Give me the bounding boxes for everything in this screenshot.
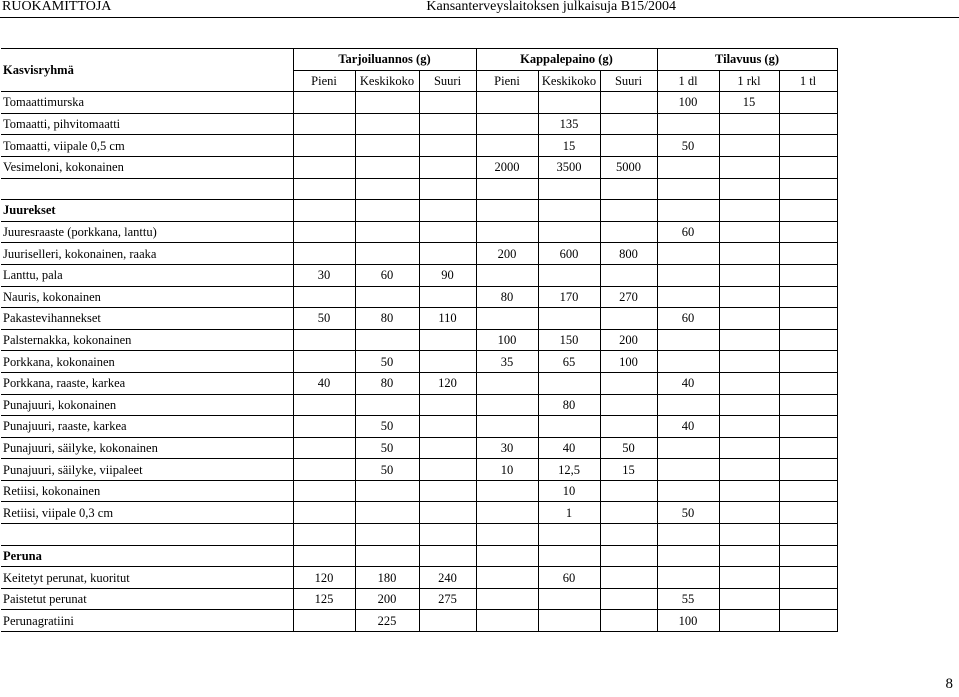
row-label: Perunagratiini (1, 610, 293, 632)
value-cell: 100 (600, 351, 657, 373)
value-cell (600, 372, 657, 394)
table-row (1, 178, 837, 200)
value-cell (355, 329, 419, 351)
value-cell (419, 437, 476, 459)
value-cell (293, 502, 355, 524)
value-cell (419, 329, 476, 351)
value-cell (476, 567, 538, 589)
value-cell (293, 113, 355, 135)
value-cell (476, 416, 538, 438)
table-row (1, 437, 837, 459)
value-cell (419, 502, 476, 524)
value-cell (419, 459, 476, 481)
value-cell (657, 178, 719, 200)
value-cell (600, 92, 657, 114)
value-cell: 10 (476, 459, 538, 481)
table-row (1, 92, 837, 114)
value-cell (293, 351, 355, 373)
value-cell (293, 156, 355, 178)
table-row (1, 156, 837, 178)
value-cell (355, 135, 419, 157)
row-label: Palsternakka, kokonainen (1, 329, 293, 351)
value-cell (779, 243, 837, 265)
value-cell (419, 113, 476, 135)
value-cell (538, 92, 600, 114)
value-cell (538, 416, 600, 438)
value-cell: 200 (355, 588, 419, 610)
value-cell (293, 92, 355, 114)
value-cell: 90 (419, 264, 476, 286)
value-cell (419, 286, 476, 308)
value-cell: 15 (719, 92, 779, 114)
value-cell (538, 610, 600, 632)
value-cell (476, 308, 538, 330)
value-cell (293, 545, 355, 567)
value-cell (719, 351, 779, 373)
value-cell (779, 545, 837, 567)
value-cell: 270 (600, 286, 657, 308)
table-row (1, 329, 837, 351)
value-cell (476, 502, 538, 524)
value-cell (293, 394, 355, 416)
value-cell: 80 (538, 394, 600, 416)
value-cell (355, 502, 419, 524)
value-cell (419, 221, 476, 243)
value-cell: 15 (600, 459, 657, 481)
value-cell: 60 (355, 264, 419, 286)
value-cell (476, 200, 538, 222)
table-row (1, 372, 837, 394)
value-cell: 100 (476, 329, 538, 351)
table-row (1, 113, 837, 135)
value-cell: 100 (657, 610, 719, 632)
table-row (1, 416, 837, 438)
value-cell (719, 264, 779, 286)
value-cell: 50 (355, 416, 419, 438)
value-cell: 1 (538, 502, 600, 524)
value-cell: 120 (419, 372, 476, 394)
value-cell: 40 (293, 372, 355, 394)
value-cell (719, 113, 779, 135)
value-cell (293, 416, 355, 438)
value-cell (538, 308, 600, 330)
value-cell (719, 221, 779, 243)
value-cell (719, 243, 779, 265)
value-cell (600, 308, 657, 330)
table-row (1, 394, 837, 416)
subheader-cell: Keskikoko (538, 70, 600, 92)
value-cell (657, 459, 719, 481)
value-cell (657, 243, 719, 265)
value-cell: 180 (355, 567, 419, 589)
value-cell (419, 480, 476, 502)
value-cell (293, 610, 355, 632)
value-cell (779, 329, 837, 351)
row-label: Tomaattimurska (1, 92, 293, 114)
value-cell (476, 372, 538, 394)
value-cell (419, 524, 476, 546)
value-cell (779, 92, 837, 114)
value-cell (657, 329, 719, 351)
value-cell (719, 610, 779, 632)
value-cell: 80 (355, 372, 419, 394)
value-cell: 55 (657, 588, 719, 610)
group-header-tarjoiluannos: Tarjoiluannos (g) (293, 49, 476, 71)
value-cell (657, 351, 719, 373)
value-cell (600, 113, 657, 135)
value-cell: 50 (657, 502, 719, 524)
value-cell (476, 545, 538, 567)
value-cell (600, 480, 657, 502)
value-cell (419, 351, 476, 373)
value-cell (657, 394, 719, 416)
value-cell (657, 524, 719, 546)
value-cell (719, 480, 779, 502)
value-cell (355, 221, 419, 243)
value-cell (719, 416, 779, 438)
subheader-cell: Suuri (600, 70, 657, 92)
row-label: Paistetut perunat (1, 588, 293, 610)
value-cell: 60 (657, 221, 719, 243)
value-cell: 40 (657, 416, 719, 438)
value-cell: 2000 (476, 156, 538, 178)
value-cell (419, 610, 476, 632)
value-cell (538, 264, 600, 286)
value-cell (293, 329, 355, 351)
value-cell (355, 113, 419, 135)
value-cell (476, 264, 538, 286)
value-cell (293, 286, 355, 308)
value-cell (719, 372, 779, 394)
value-cell (355, 524, 419, 546)
row-label: Punajuuri, säilyke, kokonainen (1, 437, 293, 459)
row-label: Porkkana, kokonainen (1, 351, 293, 373)
value-cell: 170 (538, 286, 600, 308)
table-row (1, 351, 837, 373)
value-cell (779, 200, 837, 222)
value-cell (600, 221, 657, 243)
value-cell (719, 567, 779, 589)
row-label: Retiisi, kokonainen (1, 480, 293, 502)
table-row (1, 524, 837, 546)
value-cell (293, 459, 355, 481)
value-cell: 60 (657, 308, 719, 330)
value-cell: 60 (538, 567, 600, 589)
value-cell (719, 329, 779, 351)
value-cell (355, 394, 419, 416)
value-cell (600, 588, 657, 610)
value-cell (600, 567, 657, 589)
value-cell: 80 (476, 286, 538, 308)
value-cell (657, 286, 719, 308)
value-cell: 100 (657, 92, 719, 114)
value-cell: 10 (538, 480, 600, 502)
value-cell (355, 286, 419, 308)
value-cell: 240 (419, 567, 476, 589)
value-cell (355, 545, 419, 567)
value-cell: 35 (476, 351, 538, 373)
value-cell: 50 (600, 437, 657, 459)
value-cell: 225 (355, 610, 419, 632)
table-row (1, 308, 837, 330)
value-cell: 275 (419, 588, 476, 610)
value-cell (779, 221, 837, 243)
value-cell (600, 178, 657, 200)
value-cell (719, 286, 779, 308)
value-cell (657, 264, 719, 286)
value-cell: 135 (538, 113, 600, 135)
value-cell (293, 200, 355, 222)
value-cell (779, 437, 837, 459)
value-cell (657, 480, 719, 502)
group-header-tilavuus: Tilavuus (g) (657, 49, 837, 71)
value-cell (293, 243, 355, 265)
value-cell (355, 243, 419, 265)
value-cell (600, 502, 657, 524)
value-cell (719, 545, 779, 567)
table-row (1, 588, 837, 610)
value-cell (419, 92, 476, 114)
value-cell (719, 524, 779, 546)
table-row (1, 243, 837, 265)
value-cell (476, 92, 538, 114)
row-label: Porkkana, raaste, karkea (1, 372, 293, 394)
value-cell (476, 588, 538, 610)
value-cell (355, 480, 419, 502)
value-cell (293, 480, 355, 502)
value-cell (538, 221, 600, 243)
value-cell (538, 200, 600, 222)
value-cell (719, 200, 779, 222)
value-cell (600, 135, 657, 157)
value-cell (657, 113, 719, 135)
page-number: 8 (945, 676, 953, 692)
value-cell (779, 567, 837, 589)
table-row (1, 480, 837, 502)
value-cell (719, 178, 779, 200)
value-cell: 50 (355, 437, 419, 459)
value-cell (419, 243, 476, 265)
value-cell (719, 135, 779, 157)
value-cell: 30 (293, 264, 355, 286)
subheader-cell: Pieni (476, 70, 538, 92)
value-cell (779, 416, 837, 438)
table-row (1, 264, 837, 286)
value-cell (538, 524, 600, 546)
value-cell (355, 200, 419, 222)
value-cell (719, 437, 779, 459)
value-cell: 200 (600, 329, 657, 351)
value-cell: 30 (476, 437, 538, 459)
value-cell (719, 156, 779, 178)
section-header-row (1, 545, 837, 567)
value-cell (419, 156, 476, 178)
value-cell (476, 221, 538, 243)
value-cell (657, 545, 719, 567)
value-cell (779, 178, 837, 200)
row-label: Tomaatti, pihvitomaatti (1, 113, 293, 135)
table-row (1, 567, 837, 589)
value-cell (719, 459, 779, 481)
value-cell (355, 156, 419, 178)
header-rule (0, 17, 959, 18)
value-cell (779, 372, 837, 394)
section-header-row (1, 200, 837, 222)
value-cell (719, 394, 779, 416)
value-cell (779, 502, 837, 524)
table-row (1, 221, 837, 243)
value-cell (600, 610, 657, 632)
value-cell (538, 178, 600, 200)
row-label: Vesimeloni, kokonainen (1, 156, 293, 178)
row-label (1, 524, 293, 546)
value-cell: 50 (355, 459, 419, 481)
value-cell (476, 394, 538, 416)
value-cell (779, 480, 837, 502)
table-header-row-groups (1, 49, 837, 71)
value-cell (779, 286, 837, 308)
value-cell (293, 437, 355, 459)
row-label: Juuresraaste (porkkana, lanttu) (1, 221, 293, 243)
value-cell (600, 394, 657, 416)
value-cell (476, 524, 538, 546)
value-cell (419, 200, 476, 222)
value-cell: 150 (538, 329, 600, 351)
row-label: Tomaatti, viipale 0,5 cm (1, 135, 293, 157)
section-title: Peruna (1, 545, 293, 567)
value-cell (779, 135, 837, 157)
value-cell: 120 (293, 567, 355, 589)
food-measures-table (1, 48, 838, 632)
value-cell (476, 480, 538, 502)
value-cell (419, 394, 476, 416)
running-header-title: RUOKAMITTOJA (2, 0, 112, 14)
value-cell (779, 394, 837, 416)
subheader-cell: Keskikoko (355, 70, 419, 92)
value-cell (719, 308, 779, 330)
subheader-cell: Pieni (293, 70, 355, 92)
value-cell (657, 437, 719, 459)
value-cell: 80 (355, 308, 419, 330)
value-cell: 5000 (600, 156, 657, 178)
row-label: Punajuuri, säilyke, viipaleet (1, 459, 293, 481)
row-label: Punajuuri, kokonainen (1, 394, 293, 416)
value-cell (419, 545, 476, 567)
value-cell (657, 567, 719, 589)
value-cell (538, 545, 600, 567)
value-cell (293, 524, 355, 546)
value-cell (779, 588, 837, 610)
value-cell: 800 (600, 243, 657, 265)
value-cell (600, 264, 657, 286)
value-cell: 40 (538, 437, 600, 459)
value-cell (419, 416, 476, 438)
value-cell (355, 92, 419, 114)
running-header-publication: Kansanterveyslaitoksen julkaisuja B15/2004 (426, 0, 676, 14)
column-header-kasvisryhma: Kasvisryhmä (1, 49, 293, 92)
value-cell (476, 135, 538, 157)
value-cell: 12,5 (538, 459, 600, 481)
row-label: Juuriselleri, kokonainen, raaka (1, 243, 293, 265)
value-cell (600, 524, 657, 546)
subheader-cell: 1 dl (657, 70, 719, 92)
value-cell (719, 588, 779, 610)
value-cell (293, 135, 355, 157)
value-cell: 50 (355, 351, 419, 373)
value-cell (293, 178, 355, 200)
row-label: Punajuuri, raaste, karkea (1, 416, 293, 438)
value-cell (600, 200, 657, 222)
value-cell (779, 308, 837, 330)
value-cell: 3500 (538, 156, 600, 178)
value-cell (779, 264, 837, 286)
value-cell (779, 610, 837, 632)
row-label (1, 178, 293, 200)
row-label: Keitetyt perunat, kuoritut (1, 567, 293, 589)
value-cell (538, 372, 600, 394)
table-row (1, 286, 837, 308)
row-label: Pakastevihannekset (1, 308, 293, 330)
value-cell (600, 545, 657, 567)
value-cell: 65 (538, 351, 600, 373)
value-cell: 200 (476, 243, 538, 265)
value-cell (779, 113, 837, 135)
value-cell (538, 588, 600, 610)
table-row (1, 502, 837, 524)
value-cell: 600 (538, 243, 600, 265)
value-cell (657, 200, 719, 222)
value-cell (657, 156, 719, 178)
value-cell (779, 459, 837, 481)
value-cell: 50 (657, 135, 719, 157)
value-cell (419, 178, 476, 200)
value-cell (719, 502, 779, 524)
value-cell (419, 135, 476, 157)
row-label: Lanttu, pala (1, 264, 293, 286)
table-row (1, 459, 837, 481)
value-cell: 15 (538, 135, 600, 157)
value-cell (293, 221, 355, 243)
subheader-cell: 1 tl (779, 70, 837, 92)
value-cell (355, 178, 419, 200)
row-label: Nauris, kokonainen (1, 286, 293, 308)
value-cell: 40 (657, 372, 719, 394)
table-row (1, 135, 837, 157)
value-cell (779, 156, 837, 178)
value-cell (476, 610, 538, 632)
value-cell (476, 113, 538, 135)
value-cell (600, 416, 657, 438)
table-row (1, 610, 837, 632)
value-cell (779, 351, 837, 373)
group-header-kappalepaino: Kappalepaino (g) (476, 49, 657, 71)
value-cell: 50 (293, 308, 355, 330)
value-cell: 125 (293, 588, 355, 610)
subheader-cell: Suuri (419, 70, 476, 92)
value-cell (476, 178, 538, 200)
value-cell: 110 (419, 308, 476, 330)
section-title: Juurekset (1, 200, 293, 222)
value-cell (779, 524, 837, 546)
subheader-cell: 1 rkl (719, 70, 779, 92)
row-label: Retiisi, viipale 0,3 cm (1, 502, 293, 524)
